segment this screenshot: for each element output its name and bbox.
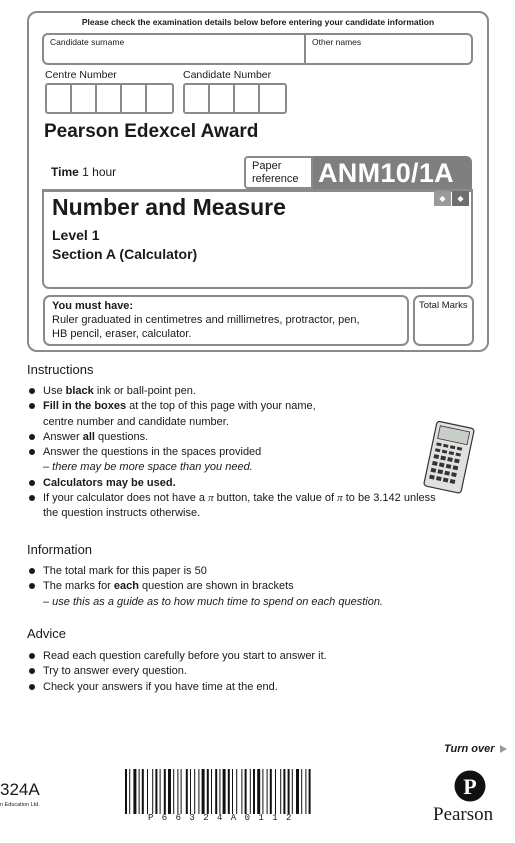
list-item: Answer all questions. xyxy=(27,430,436,445)
paper-reference-label xyxy=(244,156,313,189)
calculator-icon xyxy=(420,420,476,494)
list-item: Use black ink or ball-point pen. xyxy=(27,384,436,399)
paper-level: Level 1 xyxy=(52,227,100,243)
list-item: Check your answers if you have time at the end. xyxy=(27,680,327,695)
digit-box[interactable] xyxy=(185,85,210,112)
list-item: – there may be more space than you need. xyxy=(43,461,253,474)
instructions-heading: Instructions xyxy=(27,362,94,377)
publisher-fragment: n Education Ltd. xyxy=(0,802,40,808)
paper-code-fragment: 324A xyxy=(0,780,40,799)
candidate-number-label: Candidate Number xyxy=(183,69,272,81)
must-have-box xyxy=(43,295,409,346)
digit-box[interactable] xyxy=(147,85,172,112)
candidate-number-boxes[interactable] xyxy=(183,83,287,114)
advice-list xyxy=(27,649,327,695)
paper-reference-line2: reference xyxy=(252,173,299,185)
time-label: Time xyxy=(51,165,79,179)
barcode-number: P66324A0112 xyxy=(148,813,300,823)
diamond-outline-icon: ◆ xyxy=(434,191,451,206)
digit-box[interactable] xyxy=(235,85,260,112)
surname-label: Candidate surname xyxy=(50,37,125,47)
paper-title: Number and Measure xyxy=(52,194,286,220)
digit-box[interactable] xyxy=(72,85,97,112)
digit-box[interactable] xyxy=(210,85,235,112)
total-marks-box xyxy=(413,295,474,346)
time-value: 1 hour xyxy=(82,165,117,179)
list-item: The total mark for this paper is 50 xyxy=(27,564,383,579)
instructions-list xyxy=(27,384,436,522)
turn-over-arrow-icon xyxy=(500,745,507,753)
centre-number-label: Centre Number xyxy=(45,69,117,81)
other-names-label: Other names xyxy=(312,37,362,47)
must-have-line2: HB pencil, eraser, calculator. xyxy=(52,328,192,340)
turn-over-label: Turn over xyxy=(444,743,495,755)
digit-box[interactable] xyxy=(260,85,285,112)
paper-reference-code: ANM10/1A xyxy=(313,156,472,189)
time-allowed xyxy=(51,165,116,179)
centre-number-boxes[interactable] xyxy=(45,83,174,114)
award-title: Pearson Edexcel Award xyxy=(44,121,259,142)
pearson-wordmark: Pearson xyxy=(433,804,494,825)
diamond-solid-icon: ◆ xyxy=(452,191,469,206)
paper-section: Section A (Calculator) xyxy=(52,246,198,262)
name-divider xyxy=(304,33,306,65)
barcode xyxy=(125,769,353,814)
digit-box[interactable] xyxy=(47,85,72,112)
list-item: centre number and candidate number. xyxy=(43,415,229,428)
check-notice: Please check the examination details below before entering your candidate information xyxy=(81,17,435,27)
digit-box[interactable] xyxy=(97,85,122,112)
list-item: The marks for each question are shown in brackets xyxy=(27,579,383,594)
digit-box[interactable] xyxy=(122,85,147,112)
list-item: Calculators may be used. xyxy=(27,476,436,491)
total-marks-label: Total Marks xyxy=(419,300,468,311)
list-item: If your calculator does not have a π button, take the value of π to be 3.142 unless xyxy=(27,491,436,506)
advice-heading: Advice xyxy=(27,626,67,641)
list-item: – use this as a guide as to how much time to spend on each question. xyxy=(43,595,383,608)
list-item: Read each question carefully before you start to answer it. xyxy=(27,649,327,664)
list-item: Answer the questions in the spaces provided xyxy=(27,445,436,460)
must-have-line1: Ruler graduated in centimetres and millimetres, protractor, pen, xyxy=(52,314,360,326)
list-item: Try to answer every question. xyxy=(27,664,327,679)
pearson-logo-icon xyxy=(454,770,486,802)
paper-reference-line1: Paper xyxy=(252,160,282,172)
information-list xyxy=(27,564,383,610)
must-have-label: You must have: xyxy=(52,300,134,312)
information-heading: Information xyxy=(27,542,93,557)
list-item: Fill in the boxes at the top of this page with your name, xyxy=(27,399,436,414)
svg-text:P: P xyxy=(463,774,477,799)
list-item: the question instructs otherwise. xyxy=(43,507,201,520)
